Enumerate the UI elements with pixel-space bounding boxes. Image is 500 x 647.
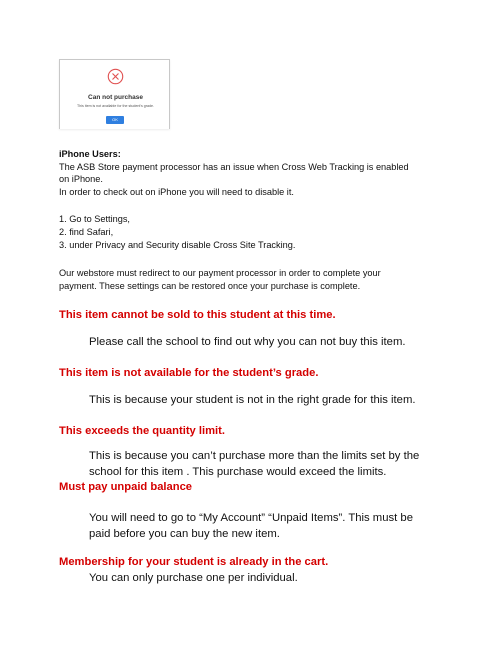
iphone-text-line: In order to check out on iPhone you will need to disable it. xyxy=(59,187,294,197)
section-heading: Must pay unpaid balance xyxy=(59,481,193,493)
section-text: You will need to go to “My Account” “Unpaid Items”. This must be xyxy=(89,512,413,524)
dialog-message: This item is not available for the student's grade. xyxy=(77,104,154,108)
iphone-text-line: on iPhone. xyxy=(59,174,103,184)
section-text: This is because you can’t purchase more than the limits set by the xyxy=(89,450,420,462)
redirect-note-line: payment. These settings can be restored once your purchase is complete. xyxy=(59,281,361,291)
dialog-ok-button[interactable]: OK xyxy=(106,116,124,124)
error-dialog-image xyxy=(59,59,170,129)
redirect-note-line: Our webstore must redirect to our payment processor in order to complete your xyxy=(59,268,381,278)
section-heading: This item cannot be sold to this student at this time. xyxy=(59,309,336,321)
error-x-icon xyxy=(107,68,124,85)
iphone-text-line: The ASB Store payment processor has an issue when Cross Web Tracking is enabled xyxy=(59,162,409,172)
section-heading: Membership for your student is already in the cart. xyxy=(59,556,329,568)
step-item: 1. Go to Settings, xyxy=(59,214,130,224)
step-item: 3. under Privacy and Security disable Cross Site Tracking. xyxy=(59,240,296,250)
iphone-users-heading: iPhone Users: xyxy=(59,149,121,159)
dialog-title: Can not purchase xyxy=(88,94,143,101)
section-heading: This item is not available for the student’s grade. xyxy=(59,367,319,379)
step-item: 2. find Safari, xyxy=(59,227,114,237)
section-text: You can only purchase one per individual. xyxy=(89,572,298,584)
section-text: Please call the school to find out why you can not buy this item. xyxy=(89,336,406,348)
section-text: school for this item . This purchase would exceed the limits. xyxy=(89,466,387,478)
section-text: paid before you can buy the new item. xyxy=(89,528,280,540)
section-text: This is because your student is not in the right grade for this item. xyxy=(89,394,416,406)
section-heading: This exceeds the quantity limit. xyxy=(59,425,225,437)
